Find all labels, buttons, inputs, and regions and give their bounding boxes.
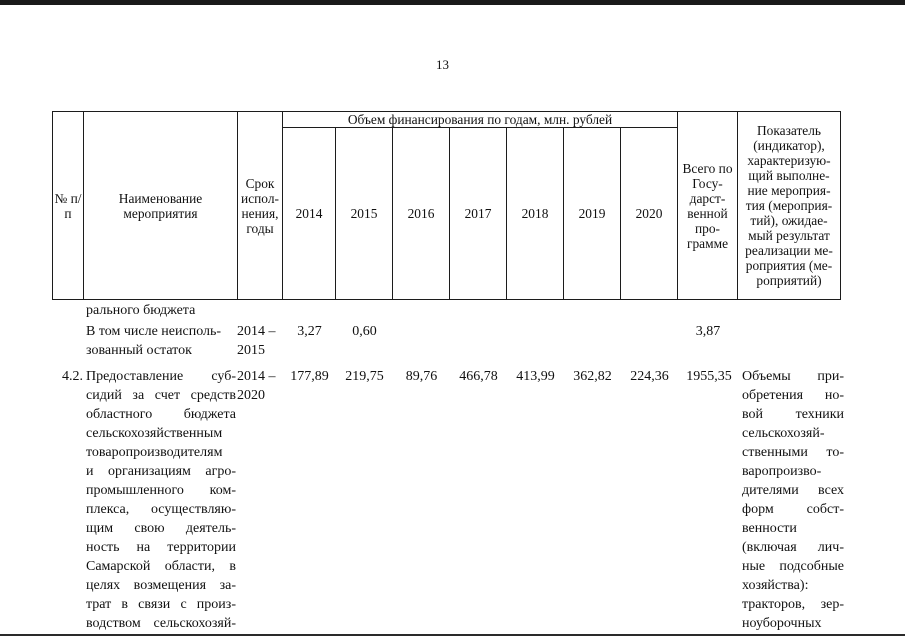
row-4-2-2014: 177,89 [290,369,329,384]
indicator-line: вой техники [742,407,844,422]
row-4-2-term: 2014 – 2020 [237,369,276,403]
name-line: водством сельскохозяй- [86,616,236,631]
name-line: В том числе неисполь- [86,324,222,339]
name-line: целях возмещения за- [86,578,236,593]
header-year-2020: 2020 [621,128,678,300]
indicator-line: ноуборочных [742,616,822,631]
scan-top-edge [0,0,905,5]
name-line: ность на территории [86,540,236,555]
header-year-2018: 2018 [507,128,564,300]
indicator-line: Объемы при- [742,369,844,384]
name-line: товаропроизводителям [86,445,223,460]
indicator-line: ные подсобные [742,559,844,574]
row-4-2-2016: 89,76 [405,369,438,384]
name-line: Самарской области, в [86,559,236,574]
header-name: Наименование мероприятия [84,112,238,300]
indicator-line: венности [742,521,797,536]
row-unused-balance-2015: 0,60 [352,324,377,339]
row-4-2-2015: 219,75 [345,369,384,384]
name-line: сидий за счет средств [86,388,236,403]
indicator-line: ственными то- [742,445,844,460]
row-4-2-2019: 362,82 [573,369,612,384]
header-indicator: Показатель (индикатор), характеризую-щий выполне-ние мероприя-тия (мероприя-тий), ожидае-мый результат реализации ме-роприятия (ме-роприятий) [738,112,841,300]
row-4-2-2020: 224,36 [630,369,669,384]
header-year-2016: 2016 [393,128,450,300]
header-term: Срок испол-нения, годы [238,112,283,300]
name-line: и организациям агро- [86,464,236,479]
row-unused-balance-2014: 3,27 [297,324,322,339]
header-number: № п/п [53,112,84,300]
row-unused-balance-total: 3,87 [695,324,721,339]
row-4-2-number: 4.2. [62,369,83,384]
header-year-2015: 2015 [336,128,393,300]
name-line: областного бюджета [86,407,236,422]
name-line: Предоставление суб- [86,369,236,384]
row-4-2-2017: 466,78 [459,369,498,384]
row-4-2-name [86,367,236,633]
indicator-line: хозяйства): [742,578,809,593]
name-line: рального бюджета [86,303,196,318]
header-year-2017: 2017 [450,128,507,300]
row-continuation-name [86,301,236,320]
row-unused-balance-name [86,322,236,360]
name-line: сельскохозяйственным [86,426,223,441]
name-line: плекса, осуществляю- [86,502,236,517]
indicator-line: сельскохозяй- [742,426,825,441]
name-line: щим свою деятель- [86,521,236,536]
name-line: промышленного ком- [86,483,236,498]
row-4-2-2018: 413,99 [516,369,555,384]
indicator-line: варопроизво- [742,464,822,479]
indicator-line: тракторов, зер- [742,597,844,612]
table-header [52,111,841,300]
indicator-line: (включая лич- [742,540,844,555]
name-line: зованный остаток [86,343,192,358]
page-number: 13 [436,57,449,72]
indicator-line: дителями всех [742,483,844,498]
row-4-2-total: 1955,35 [686,369,732,384]
name-line: трат в связи с произ- [86,597,236,612]
header-total: Всего по Госу-дарст-венной про-грамме [678,112,738,300]
header-year-2019: 2019 [564,128,621,300]
indicator-line: форм собст- [742,502,844,517]
row-4-2-indicator [742,367,844,633]
indicator-line: обретения но- [742,388,844,403]
header-year-2014: 2014 [283,128,336,300]
header-funding-group: Объем финансирования по годам, млн. рублей [283,112,678,128]
row-unused-balance-term: 2014 – 2015 [237,324,276,358]
scan-bottom-edge [0,634,905,636]
